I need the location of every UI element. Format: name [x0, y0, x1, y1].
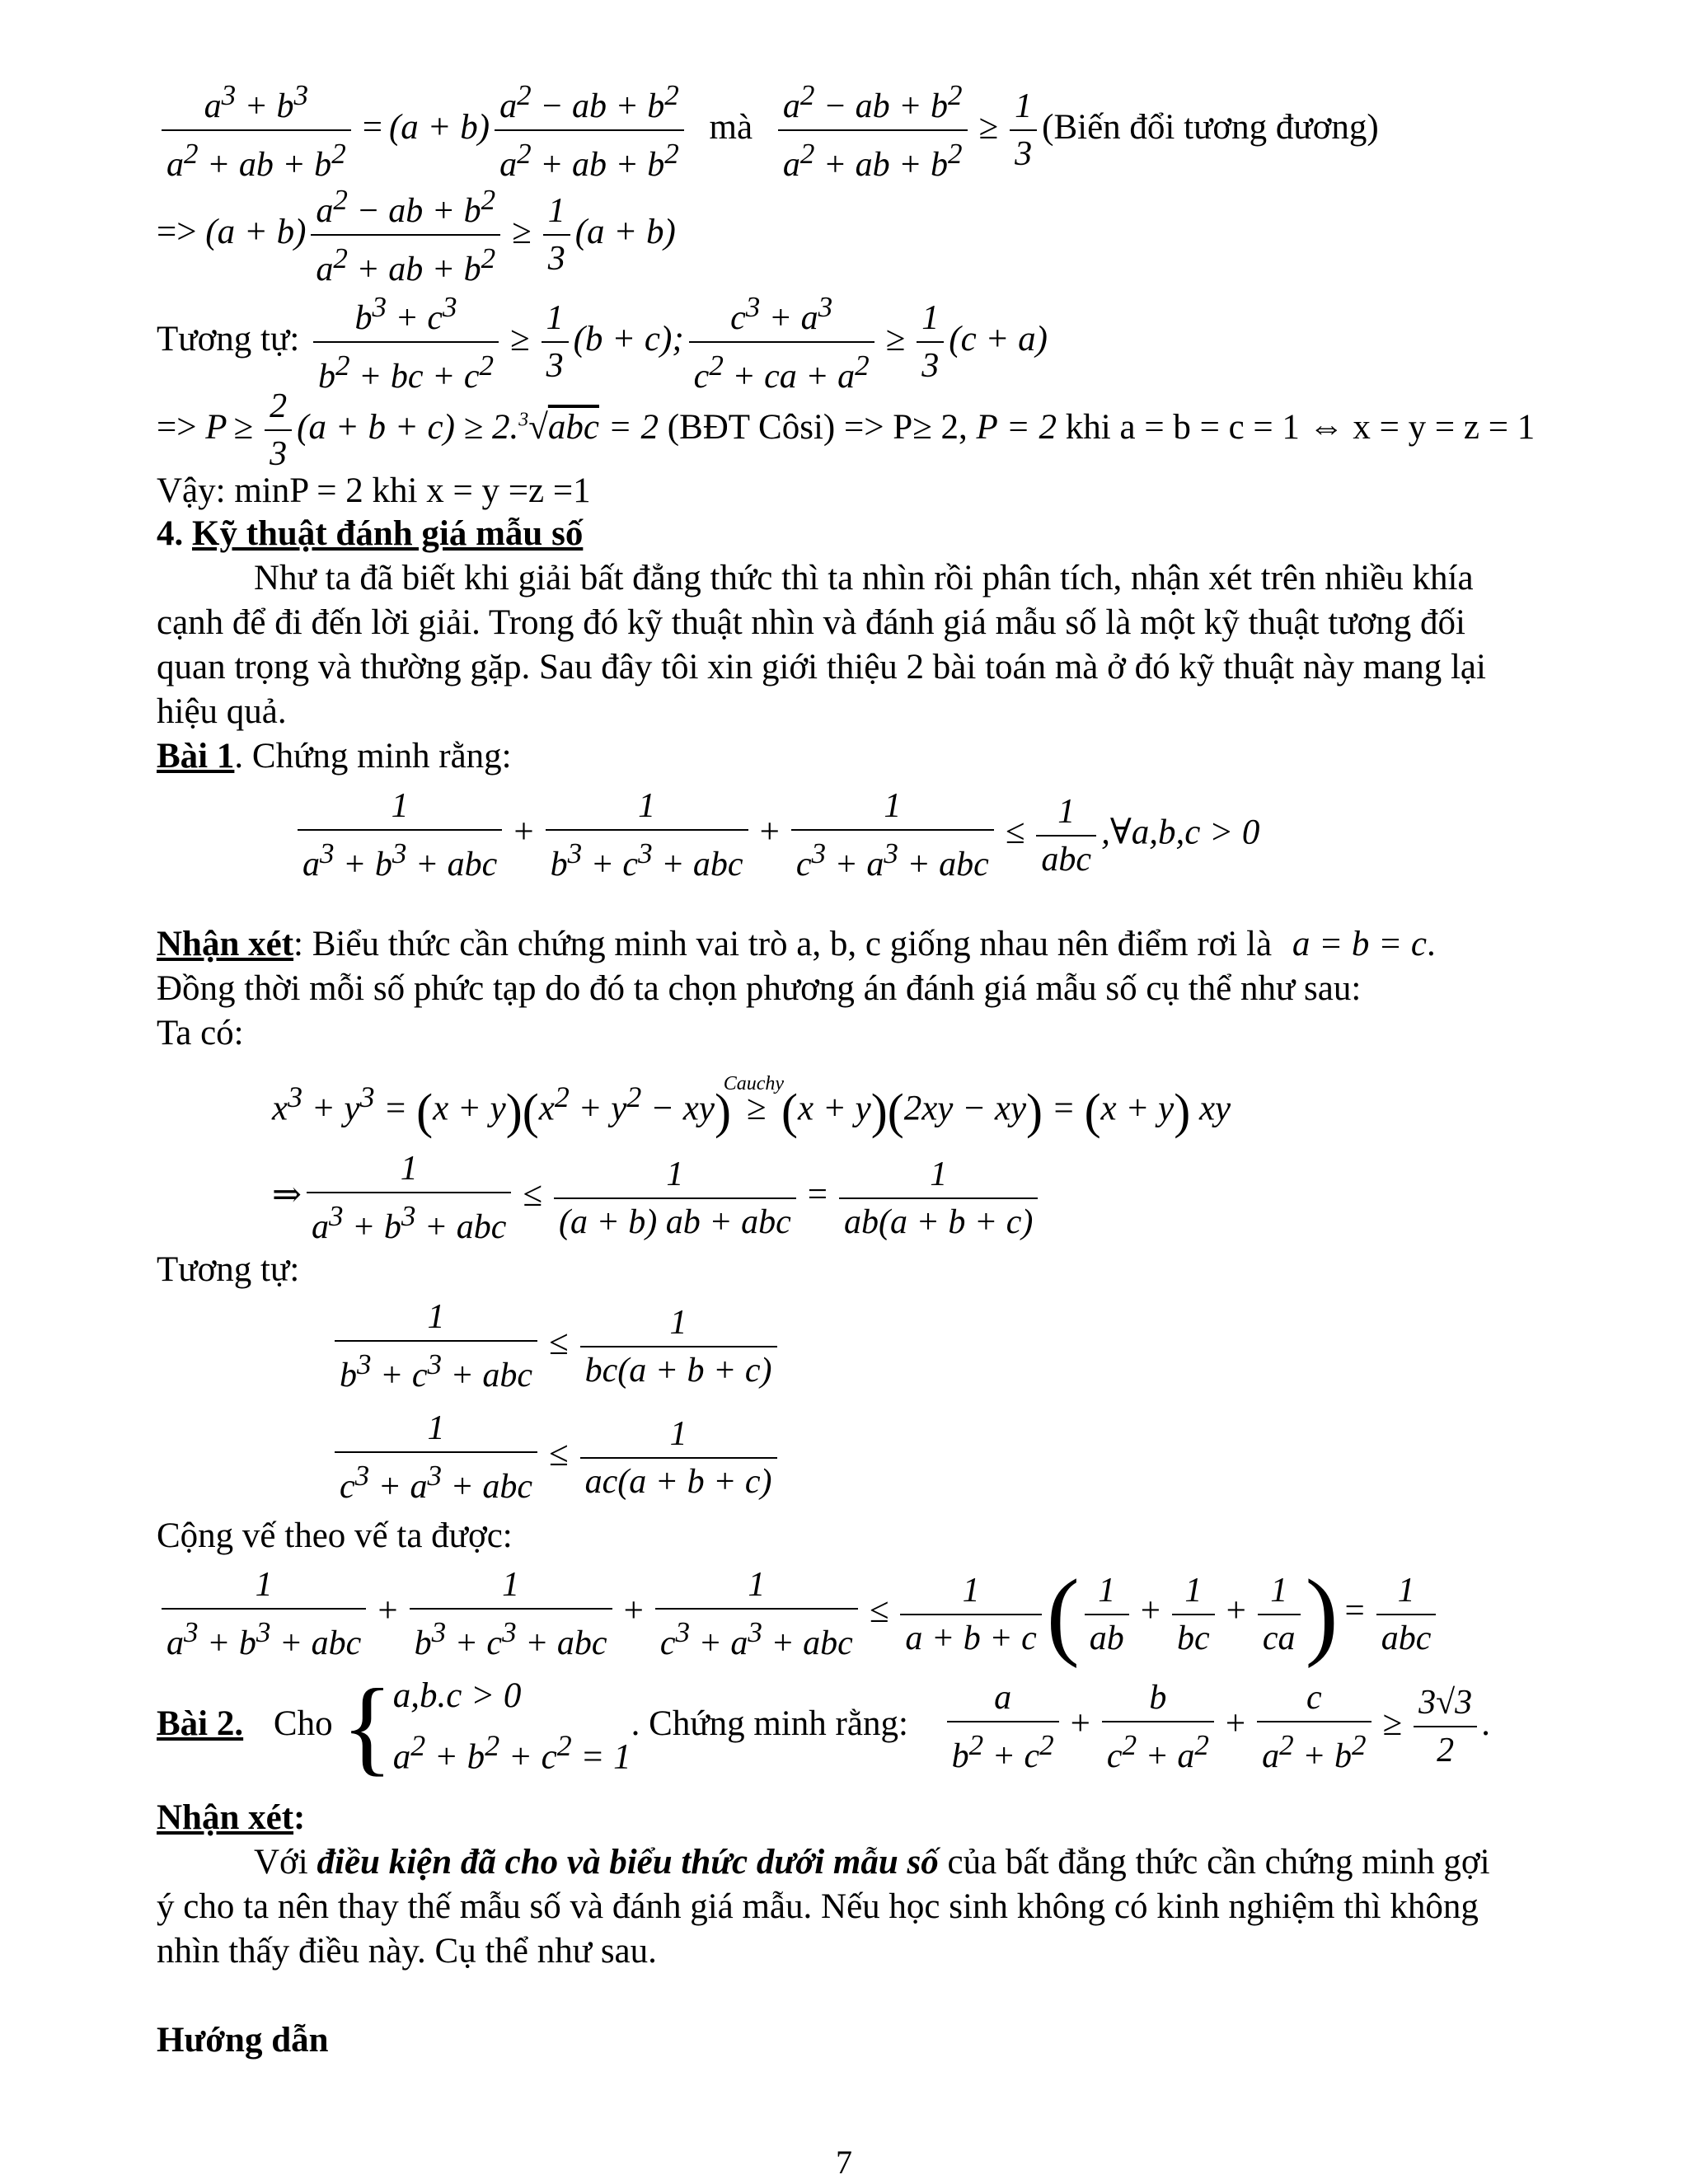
- section-4-para-line-3: quan trọng và thường gặp. Sau đây tôi xin giới thiệu 2 bài toán mà ở đó kỹ thuật này mang lại: [157, 648, 1486, 687]
- bai-2-label: Bài 2.: [157, 1704, 244, 1744]
- cauchy-label: Cauchy: [723, 1073, 784, 1095]
- word-ma: mà: [709, 107, 753, 147]
- section-4-para-line-2: cạnh để đi đến lời giải. Trong đó kỹ thuật nhìn và đánh giá mẫu số là một kỹ thuật tương đối: [157, 603, 1465, 642]
- similar-inequality-ca: $\frac{1}{c^3 + a^3 + abc}$ ≤ $\frac{1}{ac(a + b + c)}$: [330, 1405, 782, 1510]
- bai-2-cho: Cho: [273, 1704, 333, 1744]
- huong-dan-heading: Hướng dẫn: [157, 2021, 329, 2060]
- nhan-xet-2-label: Nhận xét: [157, 1798, 294, 1837]
- sum-inequality: $\frac{1}{a^3 + b^3 + abc}$ + $\frac{1}{b^3 + c^3 + abc}$ + $\frac{1}{c^3 + a^3 + abc}$ ≤ $\frac{1}{a + b + c}$ ( $\frac{1}{ab}$ + $\frac{1}{bc}$ + $\frac{1}{ca}$ ) = $\frac{1}{\text{abc}}$: [157, 1562, 1441, 1666]
- equation-line-2: => (a + b) $\frac{a^2 - ab + b^2}{a^2 + ab + b^2}$ ≥ $\frac{1}{3}$ (a + b): [157, 177, 676, 293]
- tail-condition-2: x = y = z = 1: [1353, 407, 1536, 447]
- section-4-title: Kỹ thuật đánh giá mẫu số: [192, 514, 584, 553]
- equation-line-1: $\frac{a^3 + b^3}{a^2 + ab + b^2}$ = (a + b) $\frac{a^2 - ab + b^2}{a^2 + ab + b^2}$ mà $\frac{a^2 - ab + b^2}{a^2 + ab + b^2}$ ≥ $\frac{1}{3}$ (Biến đổi tương đương): [157, 73, 1379, 188]
- nhan-xet-2-line-3: nhìn thấy điều này. Cụ thể như sau.: [157, 1932, 657, 1971]
- note-bien-doi: (Biến đổi tương đương): [1042, 107, 1379, 147]
- nhan-xet-2-line-2: ý cho ta nên thay thế mẫu số và đánh giá mẫu. Nếu học sinh không có kinh nghiệm thì không: [157, 1887, 1479, 1926]
- tail-condition: khi a = b = c = 1: [1065, 407, 1300, 447]
- nhan-xet-2-pre: Với: [254, 1843, 317, 1882]
- page-number: 7: [836, 2144, 852, 2181]
- cauchy-inequality: $x^3 + y^3 = (x + y)(x^2 + y^2 - xy)$ Cauchy ≥ (x + y)(2xy − xy) = (x + y) xy: [272, 1076, 1231, 1136]
- bai-1-heading: [157, 735, 512, 778]
- similar-inequality-bc: $\frac{1}{b^3 + c^3 + abc}$ ≤ $\frac{1}{bc(a + b + c)}$: [330, 1294, 782, 1399]
- tuong-tu-2-label: Tương tự:: [157, 1250, 300, 1289]
- section-4-para-line-1: Như ta đã biết khi giải bất đẳng thức thì ta nhìn rồi phân tích, nhận xét trên nhiều khía: [254, 559, 1474, 598]
- bai-1-text: . Chứng minh rằng:: [234, 737, 512, 776]
- nhan-xet-1-line-2: Đồng thời mỗi số phức tạp do đó ta chọn phương án đánh giá mẫu số cụ thể như sau:: [157, 969, 1362, 1008]
- nhan-xet-2-line-1: [157, 1841, 1490, 1884]
- bai-1-inequality: $\frac{1}{a^3 + b^3 + abc}$ + $\frac{1}{b^3 + c^3 + abc}$ + $\frac{1}{c^3 + a^3 + abc}$ ≤ $\frac{1}{\text{abc}}$ ,∀a,b,c > 0: [293, 783, 1259, 888]
- tuong-tu-label: Tương tự:: [157, 319, 300, 359]
- bai-1-label: Bài 1: [157, 737, 235, 776]
- conclusion-line: Vậy: minP = 2 khi x = y =z =1: [157, 471, 591, 510]
- nhan-xet-2-post: của bất đẳng thức cần chứng minh gợi: [938, 1843, 1490, 1882]
- nhan-xet-1-text: : Biểu thức cần chứng minh vai trò a, b, c giống nhau nên điểm rơi là: [293, 925, 1273, 963]
- equation-line-3: Tương tự: $\frac{b^3 + c^3}{b^2 + bc + c^2}$ ≥ $\frac{1}{3}$ (b + c); $\frac{c^3 + a^3}{c^2 + ca + a^2}$ ≥ $\frac{1}{3}$ (c + a): [157, 284, 1048, 400]
- bai-2-line: Bài 2. Cho { a,b.c > 0 $a^2 + b^2 + c^2 = 1$ . Chứng minh rằng: $\frac{a}{b^2 + c^2}$ + $\frac{b}{c^2 + a^2}$ + $\frac{c}{a^2 + b^2}$ ≥ $\frac{3√3}{2}$ .: [157, 1667, 1491, 1787]
- implies-inequality: ⇒ $\frac{1}{a^3 + b^3 + abc}$ ≤ $\frac{1}{\text{(a + b) ab + abc}}$ = $\frac{1}{ab(a + b + c)}$: [272, 1146, 1043, 1250]
- bdt-cosi: (BĐT Côsi): [667, 407, 836, 447]
- nhan-xet-2-heading: Nhận xét:: [157, 1798, 306, 1837]
- cong-ve-label: Cộng vế theo vế ta được:: [157, 1516, 513, 1555]
- nhan-xet-1-line-1: Nhận xét: Biểu thức cần chứng minh vai trò a, b, c giống nhau nên điểm rơi là a = b = c.: [157, 925, 1436, 963]
- ta-co-label: Ta có:: [157, 1014, 244, 1052]
- section-4-para-line-4: hiệu quả.: [157, 692, 287, 731]
- nhan-xet-1-label: Nhận xét: [157, 925, 294, 963]
- bai-2-text: . Chứng minh rằng:: [631, 1704, 908, 1744]
- arrow-p: => P: [843, 407, 913, 447]
- equation-line-4: => P ≥ $\frac{2}{3}$ (a + b + c) ≥ 2.$^3$√abc = 2 (BĐT Côsi) => P≥ 2, P = 2 khi a = b = c = 1 ⇔ x = y = z = 1: [157, 383, 1535, 477]
- section-4-number: 4.: [157, 514, 184, 553]
- arrow-implies: =>: [157, 407, 197, 447]
- nhan-xet-2-emphasis: điều kiện đã cho và biểu thức dưới mẫu số: [316, 1843, 939, 1882]
- section-4-heading: [157, 513, 583, 555]
